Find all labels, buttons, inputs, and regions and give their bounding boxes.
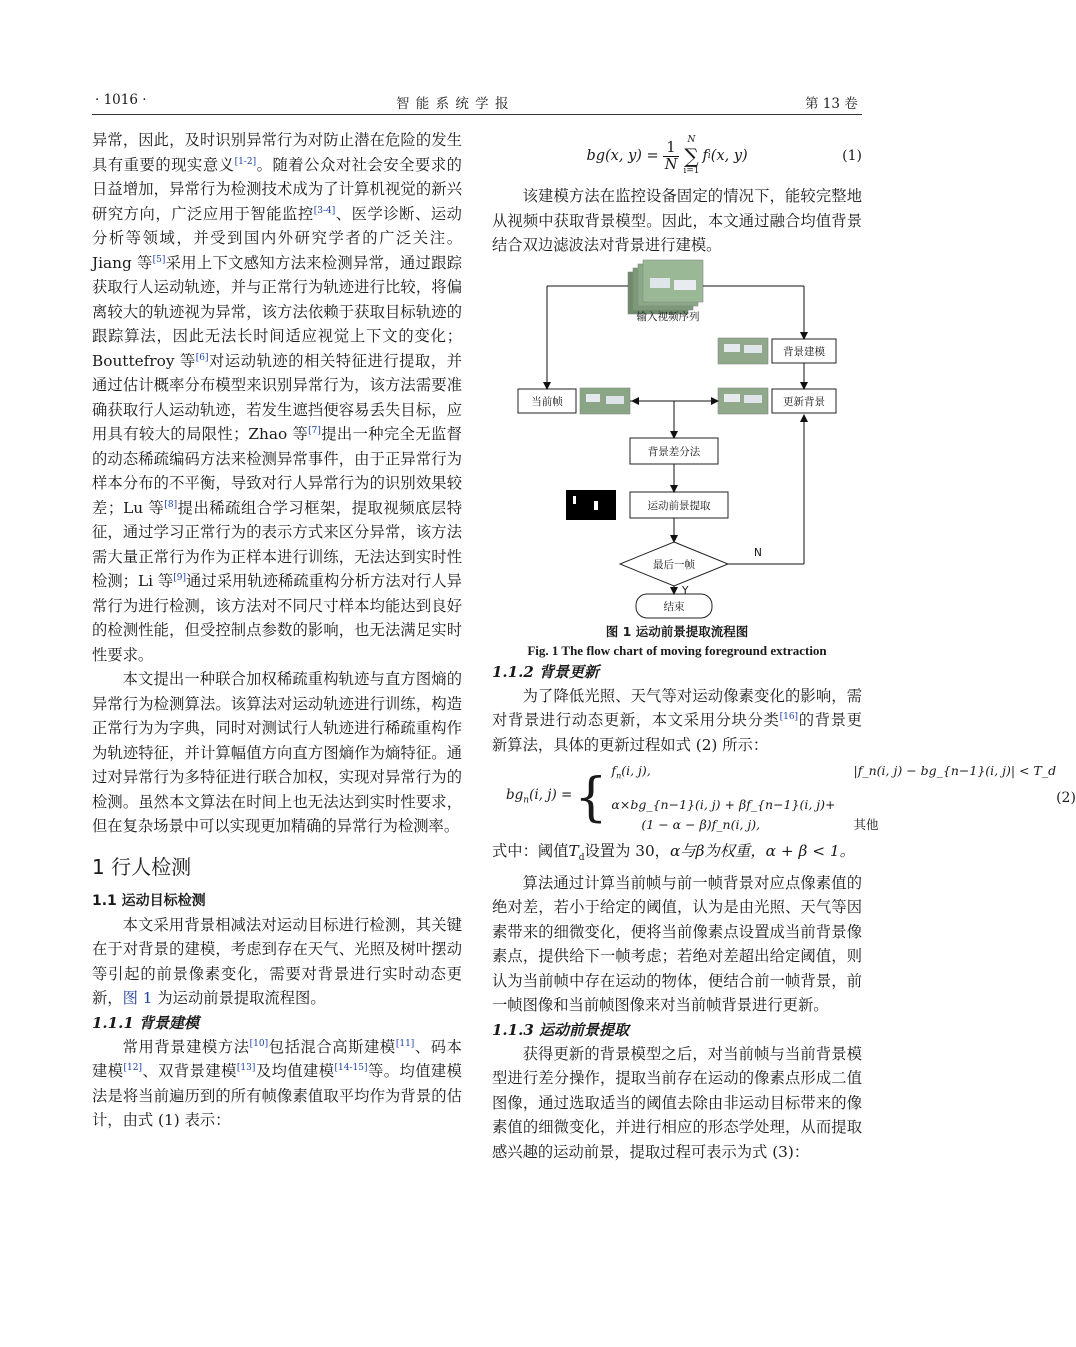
right-column: [492, 128, 1076, 1164]
equation-1: [492, 128, 862, 184]
page-number: · 1016 ·: [95, 92, 147, 108]
volume-label: 第 13 卷: [805, 96, 858, 112]
figure-caption-cn: 图 1 运动前景提取流程图: [605, 623, 749, 639]
citation[interactable]: [12]: [123, 1062, 142, 1073]
svg-text:更新背景: 更新背景: [783, 395, 825, 408]
citation[interactable]: [9]: [173, 572, 186, 583]
citation[interactable]: [11]: [395, 1038, 415, 1049]
citation[interactable]: [3-4]: [313, 205, 336, 216]
svg-text:背景建模: 背景建模: [783, 345, 825, 358]
paragraph-intro: 异常，因此，及时识别异常行为对防止潜在危险的发生具有重要的现实意义[1-2]。随着公众对社会安全要求的日益增加，异常行为检测技术成为了计算机视觉的新兴研究方向，广泛应用于智能监控[3-4]、医学诊断、运动分析等领域，并受到国内外研究学者的广泛关注。Jiang 等[5]采用上下文感知方法来检测异常，通过跟踪获取行人运动轨迹，并与正常行为轨迹进行比较，将偏离较大的轨迹视为异常，该方法依赖于获取目标轨迹的跟踪算法，因此无法长时间适应视觉上下文的变化；Bouttefroy 等[6]对运动轨迹的相关特征进行提取，并通过估计概率分布模型来识别异常行为，该方法需要准确获取行人运动轨迹，若发生遮挡便容易丢失目标，应用具有较大的局限性；Zhao 等[7]提出一种完全无监督的动态稀疏编码方法来检测异常事件，由于正异常行为样本分布的不平衡，导致对行人异常行为的识别效果较差；Lu 等[8]提出稀疏组合学习框架，提取视频底层特征，通过学习正常行为的表示方式来区分异常，该方法需大量正常行为作为正样本进行训练，无法达到实时性检测；Li 等[9]通过采用轨迹稀疏重构分析方法对行人异常行为进行检测，该方法对不同尺寸样本均能达到良好的检测性能，但受控制点参数的影响，也无法满足实时性要求。: [92, 131, 462, 664]
section-heading-1: 1 行人检测: [92, 854, 192, 879]
journal-title: 智 能 系 统 学 报: [396, 96, 510, 112]
paragraph-bg-model-note: 该建模方法在监控设备固定的情况下，能较完整地从视频中获取背景模型。因此，本文通过融合均值背景结合双边滤波法对背景进行建模。: [492, 187, 862, 254]
citation[interactable]: [14-15]: [334, 1062, 368, 1073]
section-heading-1-1-1: 1.1.1 背景建模: [92, 1013, 199, 1032]
figure-link[interactable]: 图 1: [122, 989, 153, 1007]
current-frame-thumbnail: [580, 388, 630, 414]
section-heading-1-1: 1.1 运动目标检测: [92, 892, 206, 909]
citation[interactable]: [1-2]: [234, 156, 257, 167]
equation-1-body: bg(x, y) = $\frac{1}{N}$ N ∑ i=1 f i (x, y): [586, 135, 748, 176]
paragraph-fg-extraction: 获得更新的背景模型之后，对当前帧与当前背景模型进行差分操作，提取当前存在运动的像素点形成二值图像，通过选取适当的阈值去除由非运动目标带来的像素值的细微变化，并进行相应的形态学处理，从而提取感兴趣的运动前景，提取过程可表示为式 (3)：: [492, 1044, 862, 1161]
equation-2-cases: $f_n(i$, j), |f_n(i, j) − bg_{n−1}(i, j)| < T_d α×bg_{n−1}(i, j) + βf_{n−1}(i, j)+ (1 − α − β)f_n(i, j), 其他: [611, 763, 1057, 832]
bg-model-thumbnail: [718, 338, 768, 364]
svg-text:结束: 结束: [663, 600, 685, 613]
paragraph-update-logic: 算法通过计算当前帧与前一帧背景对应点像素值的绝对差，若小于给定的阈值，认为是由光照、天气等因素带来的细微变化，便将当前像素点设置成当前背景像素点，提供给下一帧考虑；若绝对差超出给定阈值，则认为当前帧中存在运动的物体，便结合前一帧背景，前一帧图像和当前帧图像来对当前帧背景进行更新。: [492, 873, 862, 1015]
foreground-thumbnail: [566, 490, 616, 520]
summation: N ∑ i=1: [683, 135, 700, 176]
figure-caption-en: Fig. 1 The flow chart of moving foreground extraction: [527, 642, 827, 658]
paragraph-method-overview: 本文提出一种联合加权稀疏重构轨迹与直方图熵的异常行为检测算法。该算法对运动轨迹进行训练，构造正常行为为字典，同时对测试行人轨迹进行稀疏重构作为轨迹特征，并计算幅值方向直方图熵作为熵特征。通过对异常行为多特征进行联合加权，实现对异常行为的检测。虽然本文算法在时间上也无法达到实时性要求，但在复杂场景中可以实现更加精确的异常行为检测率。: [92, 670, 462, 835]
section-heading-1-1-3: 1.1.3 运动前景提取: [492, 1020, 629, 1039]
equation-2-body: $bg_n(i$, j) = { $f_n(i$, j), |f_n(i, j) − bg_{n−1}(i, j)| < T_d α×bg_{n−1}(i, j) + βf_{n−1}(i, j)+ (1 − α − β)f_n(i, j), 其他: [506, 763, 1057, 832]
citation[interactable]: [5]: [152, 254, 166, 265]
figure-1: [492, 258, 862, 622]
citation[interactable]: [13]: [236, 1062, 256, 1073]
flow-input-label: 输入视频序列: [636, 310, 700, 323]
svg-text:运动前景提取: 运动前景提取: [647, 499, 711, 512]
equation-number: (1): [842, 147, 862, 164]
citation[interactable]: [7]: [308, 425, 321, 436]
svg-text:背景差分法: 背景差分法: [647, 445, 701, 458]
left-column: [92, 128, 462, 1133]
paragraph-threshold: 式中：阈值$T_d$设置为 30，α与β为权重，α + β < 1。: [492, 842, 855, 864]
citation[interactable]: [16]: [779, 711, 799, 722]
equation-number: (2): [1056, 789, 1076, 806]
flow-label-n: N: [754, 546, 762, 559]
citation[interactable]: [8]: [164, 499, 178, 510]
svg-text:当前帧: 当前帧: [531, 395, 563, 408]
fraction: $\frac{1}{N}$: [664, 139, 678, 173]
input-video-thumbnail: [628, 260, 703, 314]
svg-text:最后一帧: 最后一帧: [653, 558, 695, 571]
paragraph-bg-modeling: 常用背景建模方法[10]包括混合高斯建模[11]、码本建模[12]、双背景建模[13]及均值建模[14-15]等。均值建模法是将当前遍历到的所有帧像素值取平均作为背景的估计，由式 (1) 表示：: [92, 1037, 462, 1129]
equation-2: [492, 757, 1076, 839]
paragraph-bg-update: 为了降低光照、天气等对运动像素变化的影响，需对背景进行动态更新，本文采用分块分类[16]的背景更新算法，具体的更新过程如式 (2) 所示：: [492, 686, 862, 754]
flow-label-y: Y: [682, 584, 689, 597]
section-heading-1-1-2: 1.1.2 背景更新: [492, 662, 599, 681]
citation[interactable]: [10]: [249, 1038, 269, 1049]
update-bg-thumbnail: [718, 388, 768, 414]
flowchart: [492, 258, 862, 622]
header-rule: [92, 114, 862, 115]
paragraph-detection: 本文采用背景相减法对运动目标进行检测，其关键在于对背景的建模，考虑到存在天气、光照及树叶摆动等引起的前景像素变化，需要对背景进行实时动态更新，图 1 为运动前景提取流程图。: [92, 915, 462, 1007]
citation[interactable]: [6]: [195, 352, 209, 363]
